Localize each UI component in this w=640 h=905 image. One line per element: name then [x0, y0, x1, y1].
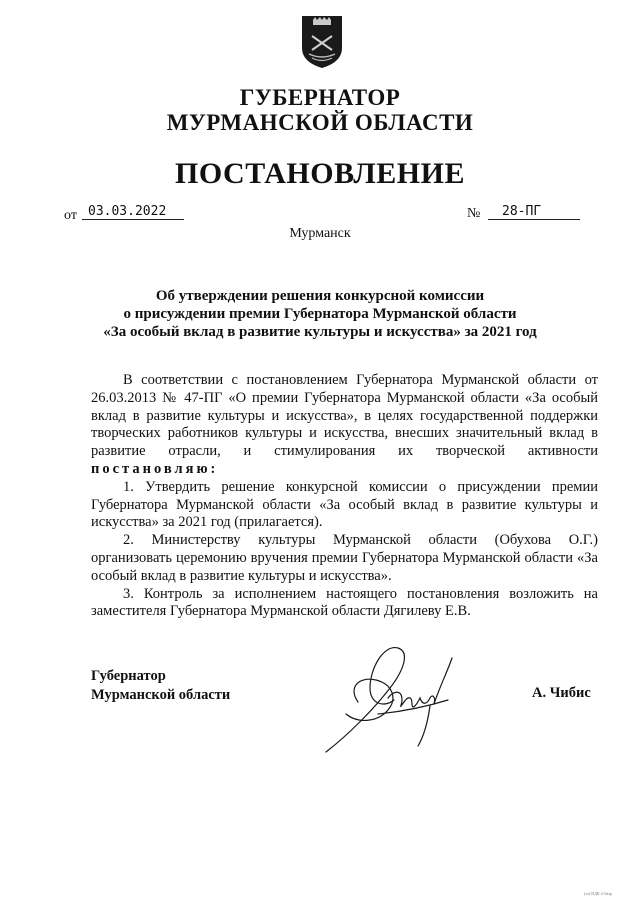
city: Мурманск — [289, 226, 351, 241]
subject-line-1: Об утверждении решения конкурсной комиссии — [155, 288, 485, 304]
document-type-title: ПОСТАНОВЛЕНИЕ — [175, 157, 465, 190]
item-2: 2. Министерству культуры Мурманской области (Обухова О.Г.) организовать церемонию вручения премии Губернатора Мурманской области «За особый вклад в развитие культуры и искусства». — [91, 532, 598, 584]
signatory-title-line2: Мурманской области — [91, 687, 231, 703]
date-label: от — [64, 208, 77, 223]
coat-of-arms-icon — [300, 14, 344, 70]
subject-line-2: о присуждении премии Губернатора Мурманской области — [123, 306, 517, 322]
decree-word: постановляю: — [91, 460, 219, 477]
document-body — [91, 372, 598, 621]
item-1: 1. Утвердить решение конкурсной комиссии о присуждении премии Губернатора Мурманской области «За особый вклад в развитие культуры и искусства» за 2021 год (прилагается). — [91, 478, 598, 531]
document-date: 03.03.2022 — [82, 204, 184, 220]
governor-heading-line1: ГУБЕРНАТОР — [239, 85, 401, 110]
governor-heading-line2: МУРМАНСКОЙ ОБЛАСТИ — [166, 110, 474, 135]
number-label: № — [467, 206, 481, 221]
signatory-title — [91, 667, 230, 705]
intro-paragraph — [91, 372, 598, 479]
intro-text: В соответствии с постановлением Губернатора Мурманской области от 26.03.2013 № 47-ПГ «О премии Губернатора Мурманской области «За особый вклад в развитие культуры и искусства», в целях государственной поддержки творческих работников культуры и искусства, внесших значительный вклад в развитие отрасли, и стимулирования их творческой активности — [91, 372, 598, 460]
signature-icon — [318, 640, 468, 760]
subject-line-3: «За особый вклад в развитие культуры и искусства» за 2021 год — [103, 324, 537, 340]
document-number: 28-ПГ — [488, 204, 580, 220]
signatory-title-line1: Губернатор — [91, 668, 166, 684]
footer-code: (эл) НДК 4 Октр — [584, 891, 613, 896]
signatory-name: А. Чибис — [532, 685, 591, 701]
item-3: 3. Контроль за исполнением настоящего постановления возложить на заместителя Губернатора Мурманской области Дягилеву Е.В. — [91, 585, 598, 620]
